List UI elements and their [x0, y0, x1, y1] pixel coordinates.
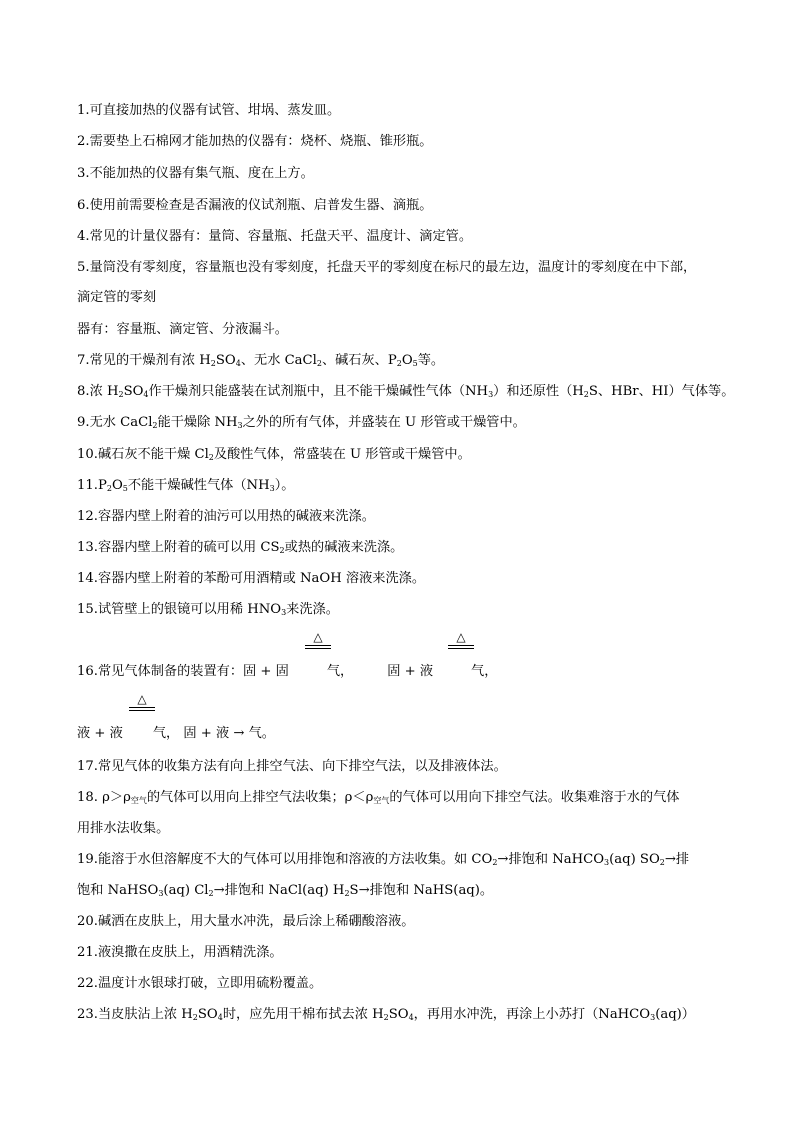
item-16-line-1: 16.常见气体制备的装置有：固 + 固 气， 固 + 液 气，	[77, 664, 498, 679]
heat-symbol: △	[313, 630, 323, 644]
item-14: 14.容器内壁上附着的苯酚可用酒精或 NaOH 溶液来洗涤。	[77, 571, 426, 586]
arrow-bar	[448, 645, 474, 646]
item-5-line-1: 5.量筒没有零刻度，容量瓶也没有零刻度，托盘天平的零刻度在标尺的最左边，温度计的零刻度在中下部，	[77, 260, 697, 275]
item-2: 2.需要垫上石棉网才能加热的仪器有：烧杯、烧瓶、锥形瓶。	[77, 134, 433, 149]
arrow-bar	[129, 707, 155, 708]
item-18-line-2: 用排水法收集。	[77, 821, 170, 836]
item-5-line-3: 器有：容量瓶、滴定管、分液漏斗。	[77, 322, 288, 337]
item-6: 6.使用前需要检查是否漏液的仪试剂瓶、启普发生器、滴瓶。	[77, 198, 433, 213]
arrow-bar	[305, 645, 331, 646]
item-15: 15.试管壁上的银镜可以用稀 $HNO_3$来洗涤。	[77, 602, 339, 617]
item-1: 1.可直接加热的仪器有试管、坩埚、蒸发皿。	[77, 103, 341, 118]
item-20: 20.碱洒在皮肤上，用大量水冲洗，最后涂上稀硼酸溶液。	[77, 914, 415, 929]
item-9: 9.无水 CaCl$_2$能干燥除 $NH_3$之外的所有气体，并盛装在 U 形管或干燥管中。	[77, 415, 526, 430]
item-12: 12.容器内壁上附着的油污可以用热的碱液来洗涤。	[77, 509, 375, 524]
item-19-line-2: 饱和 NaHSO$_3$(aq) $Cl_2\to$排饱和 NaCl(aq) $H_2S\to$排饱和 NaHS(aq)。	[77, 883, 494, 898]
item-3: 3.不能加热的仪器有集气瓶、度在上方。	[77, 166, 314, 181]
item-23: 23.当皮肤沾上浓 $H_2SO_4$时，应先用干棉布拭去浓 $H_2SO_4$，再用水冲洗，再涂上小苏打（NaHCO$_3$(aq)）	[77, 1007, 695, 1022]
item-11: $11.P_2O_5$不能干燥碱性气体$(NH_3)$。	[77, 478, 295, 493]
item-22: 22.温度计水银球打破，立即用硫粉覆盖。	[77, 976, 323, 991]
item-19-line-1: 19.能溶于水但溶解度不大的气体可以用排饱和溶液的方法收集。如 $CO_2\to$排饱和 NaHCO$_3$(aq) $SO_2\to$排	[77, 852, 690, 867]
item-13: 13.容器内壁上附着的硫可以用 $CS_2$或热的碱液来洗涤。	[77, 540, 404, 555]
arrow-bar	[448, 648, 474, 649]
item-10: 10.碱石灰不能干燥 $Cl_2$及酸性气体，常盛装在 U 形管或干燥管中。	[77, 447, 471, 462]
item-17: 17.常见气体的收集方法有向上排空气法、向下排空气法，以及排液体法。	[77, 759, 507, 774]
item-8: 8.浓 $H_2SO_4$作干燥剂只能盛装在试剂瓶中，且不能干燥碱性气体$(NH_3)$和还原性（$H_2S$、HBr、HI）气体等。	[77, 384, 735, 399]
item-7: 7.常见的干燥剂有浓 $H_2SO_4$、无水 CaCl$_2$、碱石灰、$P_2O_5$等。	[77, 353, 445, 368]
item-5-line-2: 滴定管的零刻	[77, 290, 157, 305]
heat-symbol: △	[456, 630, 466, 644]
heat-symbol: △	[137, 692, 147, 706]
item-21: 21.液溴撒在皮肤上，用酒精洗涤。	[77, 945, 283, 960]
item-16-line-2: 液 + 液 气， 固 + 液 → 气。	[77, 726, 275, 741]
arrow-bar	[305, 648, 331, 649]
item-4: 4.常见的计量仪器有：量筒、容量瓶、托盘天平、温度计、滴定管。	[77, 229, 473, 244]
item-18-line-1: 18. $\rho>\rho_{空气}$的气体可以用向上排空气法收集；$\rho<\rho_{空气}$的气体可以用向下排空气法。收集难溶于水的气体	[77, 790, 680, 805]
arrow-bar	[129, 710, 155, 711]
